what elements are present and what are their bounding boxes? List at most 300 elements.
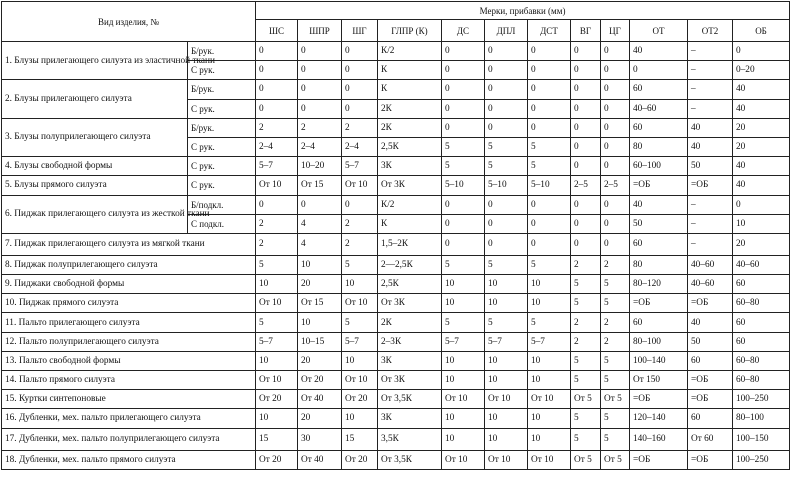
value-cell: 2 bbox=[256, 118, 298, 137]
value-cell: 5–7 bbox=[342, 157, 378, 176]
column-header: ВГ bbox=[571, 20, 601, 42]
table-row bbox=[2, 42, 790, 61]
value-cell: От 15 bbox=[298, 176, 342, 195]
value-cell: 50 bbox=[688, 332, 733, 351]
table-row bbox=[2, 450, 790, 469]
value-cell: =ОБ bbox=[688, 450, 733, 469]
value-cell: 5 bbox=[528, 137, 571, 156]
value-cell: 5 bbox=[571, 351, 601, 370]
value-cell: 2 bbox=[601, 313, 630, 332]
value-cell: От 150 bbox=[630, 371, 688, 390]
value-cell: От 10 bbox=[256, 294, 298, 313]
value-cell: От 10 bbox=[342, 371, 378, 390]
value-cell: 10 bbox=[485, 294, 528, 313]
value-cell: 5 bbox=[601, 351, 630, 370]
value-cell: 15 bbox=[256, 428, 298, 450]
value-cell: 5–7 bbox=[442, 332, 485, 351]
item-name-cell: 12. Пальто полуприлегающего силуэта bbox=[2, 332, 256, 351]
value-cell: 40–60 bbox=[688, 255, 733, 274]
value-cell: 0 bbox=[485, 80, 528, 99]
value-cell: 0 bbox=[571, 99, 601, 118]
value-cell: От 20 bbox=[342, 450, 378, 469]
value-cell: 0 bbox=[256, 195, 298, 214]
table-row bbox=[2, 195, 790, 214]
measurements-group-header: Мерки, прибавки (мм) bbox=[256, 2, 790, 20]
value-cell: 30 bbox=[298, 428, 342, 450]
value-cell: 140–160 bbox=[630, 428, 688, 450]
item-name-cell: 6. Пиджак прилегающего силуэта из жесткой ткани bbox=[2, 195, 188, 233]
value-cell: От 10 bbox=[485, 390, 528, 409]
value-cell: 5–7 bbox=[528, 332, 571, 351]
value-cell: 0 bbox=[528, 61, 571, 80]
value-cell: 1,5–2К bbox=[378, 233, 442, 255]
item-name-cell: 11. Пальто прилегающего силуэта bbox=[2, 313, 256, 332]
value-cell: От 10 bbox=[342, 176, 378, 195]
variant-cell: С рук. bbox=[188, 61, 256, 80]
value-cell: 0 bbox=[571, 42, 601, 61]
value-cell: 2 bbox=[342, 233, 378, 255]
value-cell: 5 bbox=[601, 371, 630, 390]
value-cell: =ОБ bbox=[688, 371, 733, 390]
value-cell: 5 bbox=[485, 137, 528, 156]
value-cell: 50 bbox=[688, 157, 733, 176]
value-cell: 0 bbox=[528, 99, 571, 118]
value-cell: 5 bbox=[571, 371, 601, 390]
value-cell: 3К bbox=[378, 409, 442, 428]
value-cell: 5 bbox=[601, 409, 630, 428]
value-cell: От 3К bbox=[378, 371, 442, 390]
value-cell: 40 bbox=[688, 118, 733, 137]
item-name-cell: 4. Блузы свободной формы bbox=[2, 157, 188, 176]
value-cell: 15 bbox=[342, 428, 378, 450]
item-name-cell: 8. Пиджак полуприлегающего силуэта bbox=[2, 255, 256, 274]
value-cell: 40–60 bbox=[630, 99, 688, 118]
value-cell: 2К bbox=[378, 118, 442, 137]
value-cell: 2–5 bbox=[571, 176, 601, 195]
value-cell: 10 bbox=[298, 255, 342, 274]
column-header: ГЛПР (К) bbox=[378, 20, 442, 42]
value-cell: – bbox=[688, 80, 733, 99]
value-cell: 5 bbox=[342, 313, 378, 332]
value-cell: 0 bbox=[601, 137, 630, 156]
item-name-cell: 18. Дубленки, мех. пальто прямого силуэта bbox=[2, 450, 256, 469]
value-cell: 40 bbox=[733, 157, 790, 176]
value-cell: 40 bbox=[630, 42, 688, 61]
value-cell: 80–100 bbox=[630, 332, 688, 351]
value-cell: К bbox=[378, 80, 442, 99]
value-cell: 20 bbox=[733, 137, 790, 156]
value-cell: 5 bbox=[342, 255, 378, 274]
value-cell: 0 bbox=[442, 214, 485, 233]
value-cell: 5–10 bbox=[442, 176, 485, 195]
value-cell: 2–4 bbox=[256, 137, 298, 156]
value-cell: 10 bbox=[528, 371, 571, 390]
value-cell: 10 bbox=[442, 294, 485, 313]
value-cell: – bbox=[688, 233, 733, 255]
value-cell: 60 bbox=[630, 233, 688, 255]
value-cell: 5 bbox=[256, 313, 298, 332]
value-cell: 0 bbox=[442, 233, 485, 255]
table-row bbox=[2, 428, 790, 450]
value-cell: 0 bbox=[442, 195, 485, 214]
value-cell: От 5 bbox=[571, 450, 601, 469]
table-row bbox=[2, 255, 790, 274]
value-cell: 100–250 bbox=[733, 450, 790, 469]
value-cell: 10 bbox=[442, 428, 485, 450]
value-cell: К bbox=[378, 214, 442, 233]
value-cell: 10 bbox=[485, 428, 528, 450]
value-cell: 0 bbox=[601, 99, 630, 118]
item-name-cell: 15. Куртки синтепоновые bbox=[2, 390, 256, 409]
value-cell: 5 bbox=[571, 294, 601, 313]
value-cell: 20 bbox=[298, 275, 342, 294]
value-cell: От 3,5К bbox=[378, 390, 442, 409]
column-header: ОТ2 bbox=[688, 20, 733, 42]
value-cell: 50 bbox=[630, 214, 688, 233]
table-row bbox=[2, 409, 790, 428]
value-cell: От 15 bbox=[298, 294, 342, 313]
value-cell: 2К bbox=[378, 313, 442, 332]
value-cell: 10–15 bbox=[298, 332, 342, 351]
value-cell: 0 bbox=[298, 61, 342, 80]
value-cell: От 10 bbox=[442, 390, 485, 409]
value-cell: 2—2,5К bbox=[378, 255, 442, 274]
value-cell: 0 bbox=[571, 118, 601, 137]
value-cell: 60 bbox=[630, 313, 688, 332]
value-cell: 0 bbox=[485, 61, 528, 80]
value-cell: 0 bbox=[485, 118, 528, 137]
column-header: ШГ bbox=[342, 20, 378, 42]
value-cell: 0 bbox=[256, 42, 298, 61]
item-name-cell: 2. Блузы прилегающего силуэта bbox=[2, 80, 188, 118]
value-cell: От 5 bbox=[571, 390, 601, 409]
value-cell: 0 bbox=[601, 80, 630, 99]
value-cell: 10 bbox=[485, 371, 528, 390]
table-row bbox=[2, 351, 790, 370]
value-cell: 2 bbox=[571, 332, 601, 351]
value-cell: 5 bbox=[571, 428, 601, 450]
value-cell: 3,5К bbox=[378, 428, 442, 450]
value-cell: 5–7 bbox=[256, 332, 298, 351]
allowances-table bbox=[1, 1, 790, 470]
value-cell: 0 bbox=[485, 99, 528, 118]
value-cell: 2 bbox=[601, 332, 630, 351]
value-cell: 0 bbox=[342, 61, 378, 80]
value-cell: 0 bbox=[485, 195, 528, 214]
value-cell: 60 bbox=[688, 351, 733, 370]
value-cell: 2 bbox=[571, 313, 601, 332]
value-cell: 60 bbox=[630, 80, 688, 99]
value-cell: К/2 bbox=[378, 195, 442, 214]
column-header: ШПР bbox=[298, 20, 342, 42]
value-cell: 0 bbox=[528, 195, 571, 214]
value-cell: 60–80 bbox=[733, 371, 790, 390]
value-cell: 2,5К bbox=[378, 137, 442, 156]
value-cell: 0 bbox=[298, 99, 342, 118]
column-header: ОБ bbox=[733, 20, 790, 42]
value-cell: 5–7 bbox=[485, 332, 528, 351]
value-cell: 2 bbox=[256, 214, 298, 233]
value-cell: – bbox=[688, 214, 733, 233]
value-cell: 10–20 bbox=[298, 157, 342, 176]
value-cell: 2,5К bbox=[378, 275, 442, 294]
variant-cell: С рук. bbox=[188, 176, 256, 195]
value-cell: 0 bbox=[298, 195, 342, 214]
value-cell: 10 bbox=[485, 351, 528, 370]
value-cell: От 3К bbox=[378, 294, 442, 313]
item-name-cell: 14. Пальто прямого силуэта bbox=[2, 371, 256, 390]
value-cell: 40 bbox=[733, 99, 790, 118]
value-cell: 0 bbox=[342, 80, 378, 99]
table-row bbox=[2, 176, 790, 195]
value-cell: От 10 bbox=[485, 450, 528, 469]
value-cell: 60 bbox=[733, 275, 790, 294]
value-cell: 60–80 bbox=[733, 351, 790, 370]
value-cell: 100–150 bbox=[733, 428, 790, 450]
column-header: ОТ bbox=[630, 20, 688, 42]
table-row bbox=[2, 294, 790, 313]
value-cell: От 20 bbox=[342, 390, 378, 409]
value-cell: 0 bbox=[256, 61, 298, 80]
value-cell: 10 bbox=[256, 275, 298, 294]
value-cell: 60 bbox=[688, 409, 733, 428]
value-cell: 2–4 bbox=[298, 137, 342, 156]
value-cell: 0 bbox=[601, 42, 630, 61]
table-row bbox=[2, 371, 790, 390]
value-cell: 0 bbox=[442, 80, 485, 99]
value-cell: 10 bbox=[442, 371, 485, 390]
value-cell: 0 bbox=[485, 214, 528, 233]
value-cell: 60 bbox=[733, 313, 790, 332]
value-cell: 10 bbox=[528, 409, 571, 428]
table-row bbox=[2, 313, 790, 332]
value-cell: От 10 bbox=[256, 176, 298, 195]
value-cell: 5 bbox=[485, 255, 528, 274]
value-cell: От 40 bbox=[298, 390, 342, 409]
column-header: ДС bbox=[442, 20, 485, 42]
value-cell: 10 bbox=[485, 275, 528, 294]
column-header: ДСТ bbox=[528, 20, 571, 42]
value-cell: 4 bbox=[298, 233, 342, 255]
value-cell: 0 bbox=[571, 61, 601, 80]
value-cell: 0 bbox=[342, 195, 378, 214]
value-cell: =ОБ bbox=[688, 294, 733, 313]
item-name-cell: 17. Дубленки, мех. пальто полуприлегающего силуэта bbox=[2, 428, 256, 450]
value-cell: 5 bbox=[601, 294, 630, 313]
value-cell: 0 bbox=[571, 137, 601, 156]
table-row bbox=[2, 332, 790, 351]
value-cell: 0 bbox=[601, 61, 630, 80]
value-cell: 10 bbox=[528, 351, 571, 370]
value-cell: 60–100 bbox=[630, 157, 688, 176]
item-name-cell: 1. Блузы прилегающего силуэта из эластичной ткани bbox=[2, 42, 188, 80]
value-cell: 60 bbox=[733, 332, 790, 351]
value-cell: 0 bbox=[342, 42, 378, 61]
variant-cell: С рук. bbox=[188, 157, 256, 176]
column-header: ШС bbox=[256, 20, 298, 42]
table-row bbox=[2, 80, 790, 99]
value-cell: – bbox=[688, 61, 733, 80]
value-cell: 120–140 bbox=[630, 409, 688, 428]
value-cell: 0 bbox=[571, 195, 601, 214]
value-cell: 0 bbox=[571, 157, 601, 176]
value-cell: =ОБ bbox=[630, 176, 688, 195]
value-cell: 2 bbox=[256, 233, 298, 255]
item-name-cell: 5. Блузы прямого силуэта bbox=[2, 176, 188, 195]
value-cell: От 3К bbox=[378, 176, 442, 195]
value-cell: =ОБ bbox=[688, 176, 733, 195]
value-cell: =ОБ bbox=[688, 390, 733, 409]
value-cell: 0 bbox=[733, 42, 790, 61]
value-cell: 0 bbox=[601, 233, 630, 255]
value-cell: От 10 bbox=[528, 390, 571, 409]
value-cell: 80 bbox=[630, 137, 688, 156]
value-cell: 0 bbox=[571, 233, 601, 255]
item-name-cell: 10. Пиджак прямого силуэта bbox=[2, 294, 256, 313]
value-cell: 0 bbox=[442, 99, 485, 118]
item-name-cell: 13. Пальто свободной формы bbox=[2, 351, 256, 370]
value-cell: 5 bbox=[442, 313, 485, 332]
value-cell: 3К bbox=[378, 157, 442, 176]
value-cell: 4 bbox=[298, 214, 342, 233]
value-cell: 5 bbox=[485, 313, 528, 332]
value-cell: От 10 bbox=[442, 450, 485, 469]
value-cell: 0 bbox=[630, 61, 688, 80]
value-cell: 2–5 bbox=[601, 176, 630, 195]
value-cell: 2 bbox=[298, 118, 342, 137]
value-cell: 10 bbox=[256, 409, 298, 428]
value-cell: 40 bbox=[733, 176, 790, 195]
value-cell: 20 bbox=[733, 233, 790, 255]
value-cell: 0 bbox=[298, 80, 342, 99]
value-cell: 0 bbox=[601, 118, 630, 137]
variant-cell: С рук. bbox=[188, 99, 256, 118]
value-cell: 5–7 bbox=[256, 157, 298, 176]
value-cell: =ОБ bbox=[630, 390, 688, 409]
table-row bbox=[2, 118, 790, 137]
value-cell: 0 bbox=[571, 214, 601, 233]
value-cell: 10 bbox=[528, 294, 571, 313]
value-cell: 0 bbox=[342, 99, 378, 118]
value-cell: 10 bbox=[733, 214, 790, 233]
value-cell: От 10 bbox=[256, 371, 298, 390]
value-cell: 40 bbox=[688, 137, 733, 156]
value-cell: 5–7 bbox=[342, 332, 378, 351]
value-cell: 0–20 bbox=[733, 61, 790, 80]
value-cell: 10 bbox=[256, 351, 298, 370]
value-cell: 10 bbox=[528, 275, 571, 294]
value-cell: От 10 bbox=[528, 450, 571, 469]
value-cell: 60 bbox=[630, 118, 688, 137]
value-cell: 5 bbox=[528, 157, 571, 176]
value-cell: От 40 bbox=[298, 450, 342, 469]
value-cell: К/2 bbox=[378, 42, 442, 61]
value-cell: 40–60 bbox=[688, 275, 733, 294]
value-cell: 2К bbox=[378, 99, 442, 118]
value-cell: К bbox=[378, 61, 442, 80]
value-cell: 5 bbox=[485, 157, 528, 176]
value-cell: 0 bbox=[528, 214, 571, 233]
value-cell: 10 bbox=[342, 409, 378, 428]
value-cell: 5 bbox=[442, 255, 485, 274]
column-header: ЦГ bbox=[601, 20, 630, 42]
value-cell: 80–120 bbox=[630, 275, 688, 294]
value-cell: 40 bbox=[630, 195, 688, 214]
value-cell: – bbox=[688, 99, 733, 118]
value-cell: 60–80 bbox=[733, 294, 790, 313]
item-name-cell: 7. Пиджак прилегающего силуэта из мягкой ткани bbox=[2, 233, 256, 255]
value-cell: =ОБ bbox=[630, 294, 688, 313]
variant-cell: С подкл. bbox=[188, 214, 256, 233]
value-cell: 0 bbox=[733, 195, 790, 214]
value-cell: 80 bbox=[630, 255, 688, 274]
value-cell: 20 bbox=[298, 351, 342, 370]
value-cell: 5 bbox=[442, 137, 485, 156]
value-cell: 2–3К bbox=[378, 332, 442, 351]
value-cell: 10 bbox=[342, 351, 378, 370]
value-cell: От 5 bbox=[601, 450, 630, 469]
value-cell: 0 bbox=[298, 42, 342, 61]
item-name-cell: 16. Дубленки, мех. пальто прилегающего силуэта bbox=[2, 409, 256, 428]
value-cell: – bbox=[688, 195, 733, 214]
value-cell: 0 bbox=[528, 42, 571, 61]
value-cell: 40 bbox=[688, 313, 733, 332]
value-cell: 2 bbox=[342, 118, 378, 137]
value-cell: – bbox=[688, 42, 733, 61]
value-cell: 0 bbox=[256, 80, 298, 99]
variant-cell: С рук. bbox=[188, 137, 256, 156]
variant-cell: Б/рук. bbox=[188, 118, 256, 137]
value-cell: 5–10 bbox=[485, 176, 528, 195]
table-row bbox=[2, 233, 790, 255]
variant-cell: Б/рук. bbox=[188, 80, 256, 99]
value-cell: 10 bbox=[342, 275, 378, 294]
value-cell: 0 bbox=[442, 118, 485, 137]
value-cell: 5 bbox=[571, 275, 601, 294]
value-cell: 100–250 bbox=[733, 390, 790, 409]
value-cell: 0 bbox=[528, 233, 571, 255]
value-cell: 0 bbox=[442, 61, 485, 80]
value-cell: 20 bbox=[298, 409, 342, 428]
value-cell: 0 bbox=[256, 99, 298, 118]
value-cell: 0 bbox=[601, 214, 630, 233]
value-cell: 0 bbox=[528, 118, 571, 137]
value-cell: 0 bbox=[601, 157, 630, 176]
value-cell: 2 bbox=[571, 255, 601, 274]
variant-cell: Б/подкл. bbox=[188, 195, 256, 214]
value-cell: 5 bbox=[601, 428, 630, 450]
column-header: ДПЛ bbox=[485, 20, 528, 42]
value-cell: От 20 bbox=[256, 450, 298, 469]
value-cell: 2–4 bbox=[342, 137, 378, 156]
value-cell: 40 bbox=[733, 80, 790, 99]
value-cell: 0 bbox=[485, 42, 528, 61]
value-cell: 2 bbox=[601, 255, 630, 274]
value-cell: 5 bbox=[442, 157, 485, 176]
value-cell: 10 bbox=[442, 409, 485, 428]
value-cell: 5 bbox=[528, 255, 571, 274]
value-cell: От 10 bbox=[342, 294, 378, 313]
value-cell: 5 bbox=[571, 409, 601, 428]
variant-cell: Б/рук. bbox=[188, 42, 256, 61]
value-cell: От 3,5К bbox=[378, 450, 442, 469]
value-cell: 5 bbox=[601, 275, 630, 294]
table-row bbox=[2, 390, 790, 409]
value-cell: 5–10 bbox=[528, 176, 571, 195]
value-cell: 20 bbox=[733, 118, 790, 137]
item-type-header: Вид изделия, № bbox=[2, 2, 256, 42]
value-cell: 100–140 bbox=[630, 351, 688, 370]
